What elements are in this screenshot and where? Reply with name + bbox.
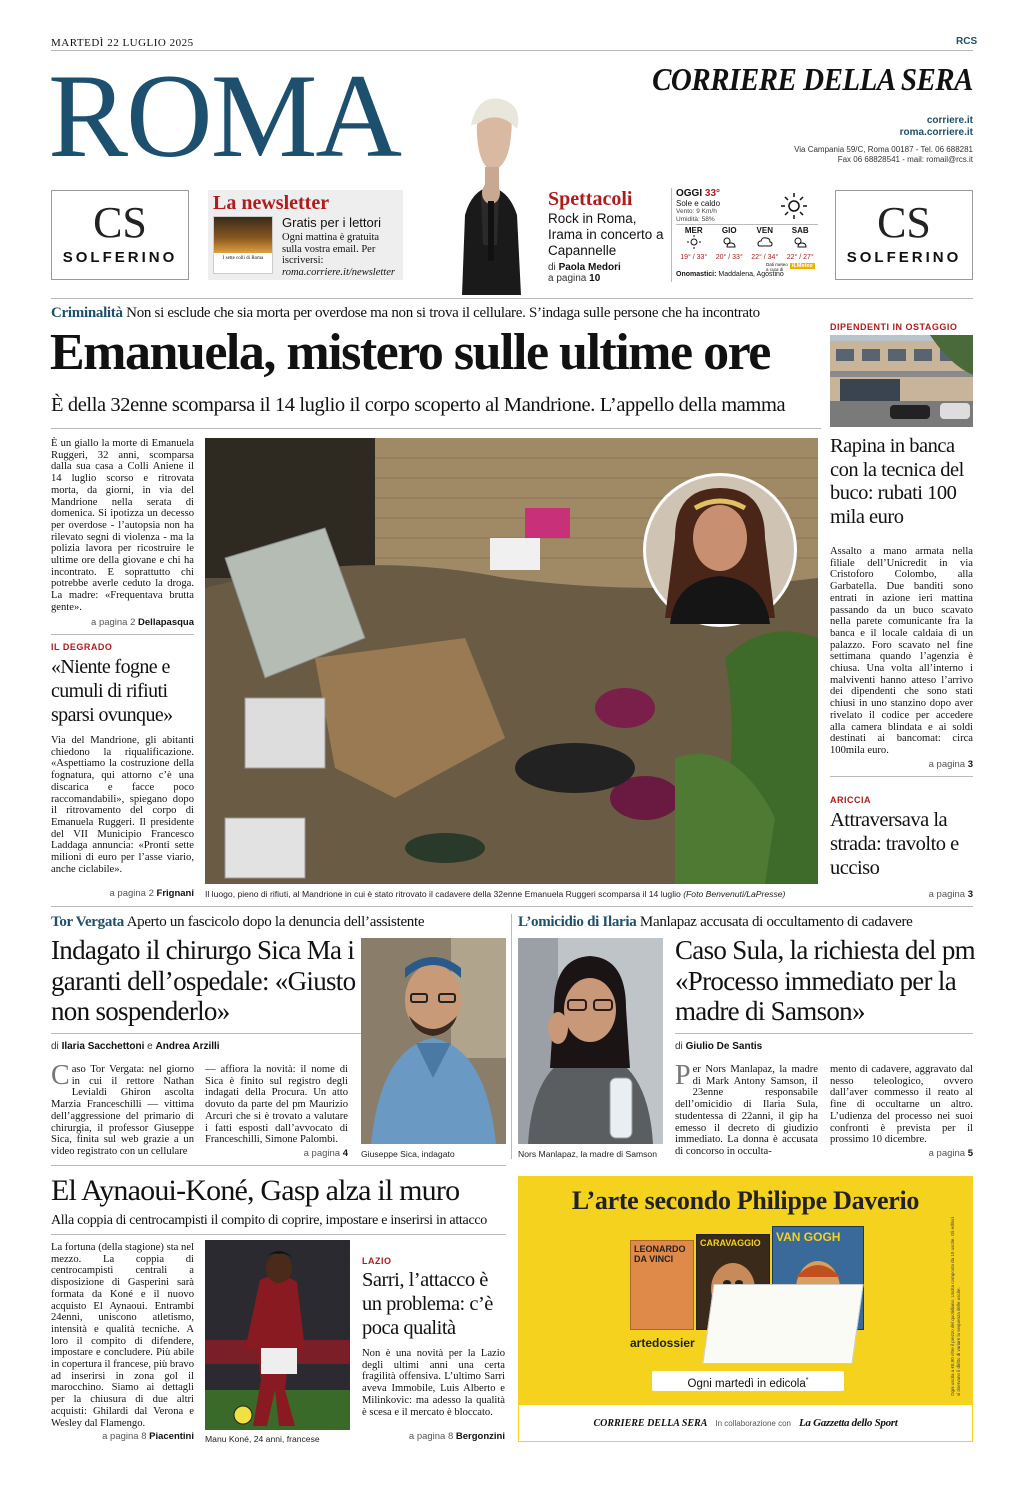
solferino-word: SOLFERINO xyxy=(846,249,962,266)
ilaria-body-1: Per Nors Manlapaz, la madre di Mark Antony Samson, il 23enne responsabile dell’omicidio di Ilaria Sula, studentessa di 22anni, il gip ha emesso il decreto di giudizio immediato. La donna è accusata di concorso in occulta- xyxy=(675,1060,818,1157)
sica-caption: Giuseppe Sica, indagato xyxy=(361,1149,455,1159)
ad-footer-partner: La Gazzetta dello Sport xyxy=(799,1417,898,1429)
newsletter-box[interactable] xyxy=(208,190,403,280)
solferino-word: SOLFERINO xyxy=(62,249,178,266)
spettacoli-byline: di Paola Medori xyxy=(548,262,621,273)
book-vangogh: VAN GOGH xyxy=(772,1226,864,1330)
torvergata-byline: di Ilaria Sacchettoni e Andrea Arzilli xyxy=(51,1041,220,1052)
sport-sub: Alla coppia di centrocampisti il compito di coprire, impostare e inserirsi in attacco xyxy=(51,1213,487,1228)
ad-footer xyxy=(518,1404,973,1442)
contact-block xyxy=(700,115,973,165)
kone-photo xyxy=(205,1240,350,1430)
lead-page-ref[interactable]: a pagina 2 Dellapasqua xyxy=(91,617,194,628)
lazio-body: Non è una novità per la Lazio degli ultimi anni una certa fragilità offensiva. L’ultimo Sarri aveva Immobile, Luis Alberto e Milinkovic: ma adesso la qualità è scesa e il mercato è bloccato. xyxy=(362,1348,505,1418)
singer-photo xyxy=(437,95,543,295)
torvergata-headline: Indagato il chirurgo Sica Ma i garanti dell’ospedale: «Giusto non sospenderlo» xyxy=(51,935,356,1026)
kone-caption: Manu Koné, 24 anni, francese xyxy=(205,1434,320,1444)
manlapaz-photo xyxy=(518,938,663,1144)
sun-icon xyxy=(780,192,808,220)
drop-cap: P xyxy=(675,1060,691,1091)
fax: Fax 06 68828541 - mail: romail@rcs.it xyxy=(837,155,973,164)
torvergata-page-ref[interactable]: a pagina 4 xyxy=(303,1148,348,1159)
book-caravaggio: CARAVAGGIO xyxy=(696,1234,770,1330)
masthead-title: ROMA xyxy=(48,49,401,182)
artedossier-logo: artedossier xyxy=(630,1336,695,1350)
sport-headline: El Aynaoui-Koné, Gasp alza il muro xyxy=(51,1174,460,1207)
url-roma[interactable]: roma.corriere.it xyxy=(899,127,973,138)
lead-caption: Il luogo, pieno di rifiuti, al Mandrione in cui è stato ritrovato il cadavere della 32enne Emanuela Ruggeri scomparsa il 14 luglio (Foto Benvenuti/LaPresse) xyxy=(205,889,786,899)
solferino-mark: CS xyxy=(93,198,147,247)
degrado-kicker: IL DEGRADO xyxy=(51,642,113,652)
newsletter-title: La newsletter xyxy=(213,192,330,214)
meteo-credit: Dati meteo a cura di xyxy=(766,262,788,272)
onomastici: Onomastici: Maddalena, Agostino xyxy=(676,271,784,278)
ilaria-byline: di Giulio De Santis xyxy=(675,1041,763,1052)
degrado-body: Via del Mandrione, gli abitanti chiedono la riqualificazione. «Aspettiamo la costruzione della fognatura, qui attorno c’è una discarica e facce poco raccomandabili», spiegano dopo il ritrovamento del corpo di Emanuela Ruggeri. Il presidente del VII Municipio Francesco Laddaga annuncia: «Pronti sette milioni di euro per l’asse viario, anche ciclabile». xyxy=(51,735,194,875)
newsletter-text: Ogni mattina è gratuita sulla vostra email. Per iscriversi: roma.corriere.it/newsletter xyxy=(282,232,395,278)
ilaria-page-ref[interactable]: a pagina 5 xyxy=(928,1148,973,1159)
ariccia-headline: Attraversava la strada: travolto e ucciso xyxy=(830,809,959,879)
torvergata-body-1: Caso Tor Vergata: nel giorno in cui il rettore Nathan Levialdi Ghiron ascolta Marzia Franceschilli — vittima dell’aggressione del primario di chirurgia, il professor Giuseppe Sica, finita sul web grazie a un video registrato con un cellulare xyxy=(51,1060,194,1157)
torvergata-kicker: Tor Vergata Aperto un fascicolo dopo la denuncia dell’assistente xyxy=(51,914,425,930)
sun-cloud-icon xyxy=(792,235,808,249)
meteo-day: GIO 20° / 33° xyxy=(715,226,743,261)
meteo-box xyxy=(671,188,819,282)
ariccia-kicker: ARICCIA xyxy=(830,795,871,805)
meteo-oggi: OGGI xyxy=(676,188,703,199)
meteo-vento: Vento: 9 Km/h xyxy=(676,208,717,215)
ad-cta[interactable]: Ogni martedì in edicola* xyxy=(652,1371,844,1391)
sport-page-ref[interactable]: a pagina 8 Piacentini xyxy=(102,1431,194,1442)
ad-footer-brand: CORRIERE DELLA SERA xyxy=(593,1417,708,1429)
degrado-page-ref[interactable]: a pagina 2 Frignani xyxy=(109,888,194,899)
ad-fineprint: Ogni uscita a €8,90 oltre il prezzo del quotidiano. Uscita composta da 10 uscite. Gli editori si riservano il diritto di variare la sequenza delle uscite. xyxy=(950,1217,961,1396)
lead-kicker: Criminalità Non si esclude che sia morta per overdose ma non si trova il cellulare. S’indaga sulle persone che ha incontrato xyxy=(51,305,760,321)
lazio-headline: Sarri, l’attacco è un problema: c’è poca qualità xyxy=(362,1269,493,1339)
torvergata-body-2: — affiora la novità: il nome di Sica è finito sul registro degli indagati della Procura. Un atto dovuto da parte del pm Maurizio Arcuri che si è trovato a valutare i fatti esposti dall’avvocato di Franceschilli, Simone Palombi. xyxy=(205,1064,348,1146)
mandrione-photo xyxy=(205,438,818,884)
spettacoli-box[interactable] xyxy=(548,188,666,284)
spettacoli-title: Spettacoli xyxy=(548,188,633,210)
sun-icon xyxy=(686,235,702,249)
meteo-days xyxy=(676,226,818,261)
drop-cap: C xyxy=(51,1060,70,1091)
lazio-kicker: LAZIO xyxy=(362,1256,392,1266)
meteo-day: MER 19° / 33° xyxy=(680,226,708,261)
meteo-desc: Sole e caldo xyxy=(676,199,721,208)
rapina-headline: Rapina in banca con la tecnica del buco: rubati 100 mila euro xyxy=(830,435,964,528)
ilmeteo-logo: iLMeteo xyxy=(792,263,813,269)
solferino-ad-left[interactable] xyxy=(51,190,189,280)
cloud-icon xyxy=(757,235,773,249)
spettacoli-page: a pagina 10 xyxy=(548,273,601,284)
solferino-ad-right[interactable] xyxy=(835,190,973,280)
issue-date: MARTEDÌ 22 LUGLIO 2025 xyxy=(51,37,194,49)
spettacoli-text: Rock in Roma, Irama in concerto a Capannelle xyxy=(548,211,664,258)
ilaria-kicker: L’omicidio di Ilaria Manlapaz accusata di occultamento di cadavere xyxy=(518,914,913,930)
ilaria-headline: Caso Sula, la richiesta del pm «Processo immediato per la madre di Samson» xyxy=(675,935,975,1026)
lead-sub: È della 32enne scomparsa il 14 luglio il corpo scoperto al Mandrione. L’appello della mamma xyxy=(51,394,786,416)
address: Via Campania 59/C, Roma 00187 - Tel. 06 688281 xyxy=(794,145,973,154)
sica-photo xyxy=(361,938,506,1144)
open-book xyxy=(702,1284,863,1364)
rapina-kicker: DIPENDENTI IN OSTAGGIO xyxy=(830,322,958,332)
daverio-ad[interactable] xyxy=(518,1176,973,1442)
lead-headline: Emanuela, mistero sulle ultime ore xyxy=(50,324,770,381)
rapina-body: Assalto a mano armata nella filiale dell’Unicredit in via Cristoforo Colombo, alla Garbatella. Due banditi sono entrati in azione ieri mattina passando da un buco scavato nella parete comunicante fra la banca e il locale caldaia di un palazzo. Foro scavato nel fine settimana quando l’agenzia è chiusa. Una volta all’interno i malviventi hanno atteso l’arrivo dei dipendenti che sono stati chiusi in uno stanzino dopo aver rivelato il codice per accedere alla camera blindata e ai soldi destinati ai bancomat: circa 100mila euro. xyxy=(830,546,973,756)
ariccia-page-ref[interactable]: a pagina 3 xyxy=(928,889,973,900)
meteo-day: VEN 22° / 34° xyxy=(751,226,779,261)
url-corriere[interactable]: corriere.it xyxy=(926,115,973,126)
book-leonardo: LEONARDO DA VINCI xyxy=(630,1240,694,1330)
meteo-temp: 33° xyxy=(704,188,721,199)
meteo-umidita: Umidità: 58% xyxy=(676,215,715,223)
ilaria-body-2: mento di cadavere, aggravato dal nesso teleologico, ovvero dall’aver commesso il reato al fine di occultarne un altro. L’udienza del processo nei suoi confronti è prevista per il prossimo 10 dicembre. xyxy=(830,1064,973,1146)
newsletter-sub: Gratis per i lettori xyxy=(282,215,381,230)
lazio-page-ref[interactable]: a pagina 8 Bergonzini xyxy=(408,1431,505,1442)
rapina-page-ref[interactable]: a pagina 3 xyxy=(928,759,973,770)
newsletter-thumb xyxy=(213,216,273,274)
corriere-brand: CORRIERE DELLA SERA xyxy=(652,62,973,98)
solferino-mark: CS xyxy=(877,198,931,247)
meteo-day: SAB 22° / 27° xyxy=(786,226,814,261)
ad-footer-mid: In collaborazione con xyxy=(715,1418,791,1428)
degrado-headline: «Niente fogne e cumuli di rifiuti sparsi ovunque» xyxy=(51,656,173,726)
rcs-logo: RCS xyxy=(956,36,978,47)
manlapaz-caption: Nors Manlapaz, la madre di Samson xyxy=(518,1149,657,1159)
newsletter-thumb-text: I sette colli di Roma xyxy=(222,256,264,261)
sport-body: La fortuna (della stagione) sta nel mezzo. La coppia di centrocampisti centrali a disposizione di Gasperini sarà formata da Koné e il nuovo acquisto El Aynaoui. Entrambi 24enni, uniscono atletismo, intensità e qualità tecniche. A loro il compito di difendere, impostare e concludere. Più abile in copertura il francese, più bravo ad inserirsi in zona gol il marocchino. Siamo ai dettagli per la chiusura di due altri acquisti: Ghilardi dal Verona e Wesley dal Flamengo. xyxy=(51,1242,194,1429)
lead-body: È un giallo la morte di Emanuela Ruggeri, 32 anni, scomparsa dalla sua casa a Colli Aniene il 14 luglio scorso e ritrovata morta, da giorni, in via del Mandrione nella serata di domenica. Si ipotizza un decesso per overdose - l’autopsia non ha rilevato segni di violenza - ma la polizia lavora per ricostruire le ultime ore della giovane e chi ha incontrato. E soprattutto chi potrebbe averle ceduto la droga. La madre: «Frequentava brutta gente». xyxy=(51,438,194,613)
newsletter-link[interactable]: roma.corriere.it/newsletter xyxy=(282,266,395,278)
ad-title: L’arte secondo Philippe Daverio xyxy=(571,1186,920,1215)
bank-photo xyxy=(830,335,973,427)
sun-cloud-icon xyxy=(721,235,737,249)
